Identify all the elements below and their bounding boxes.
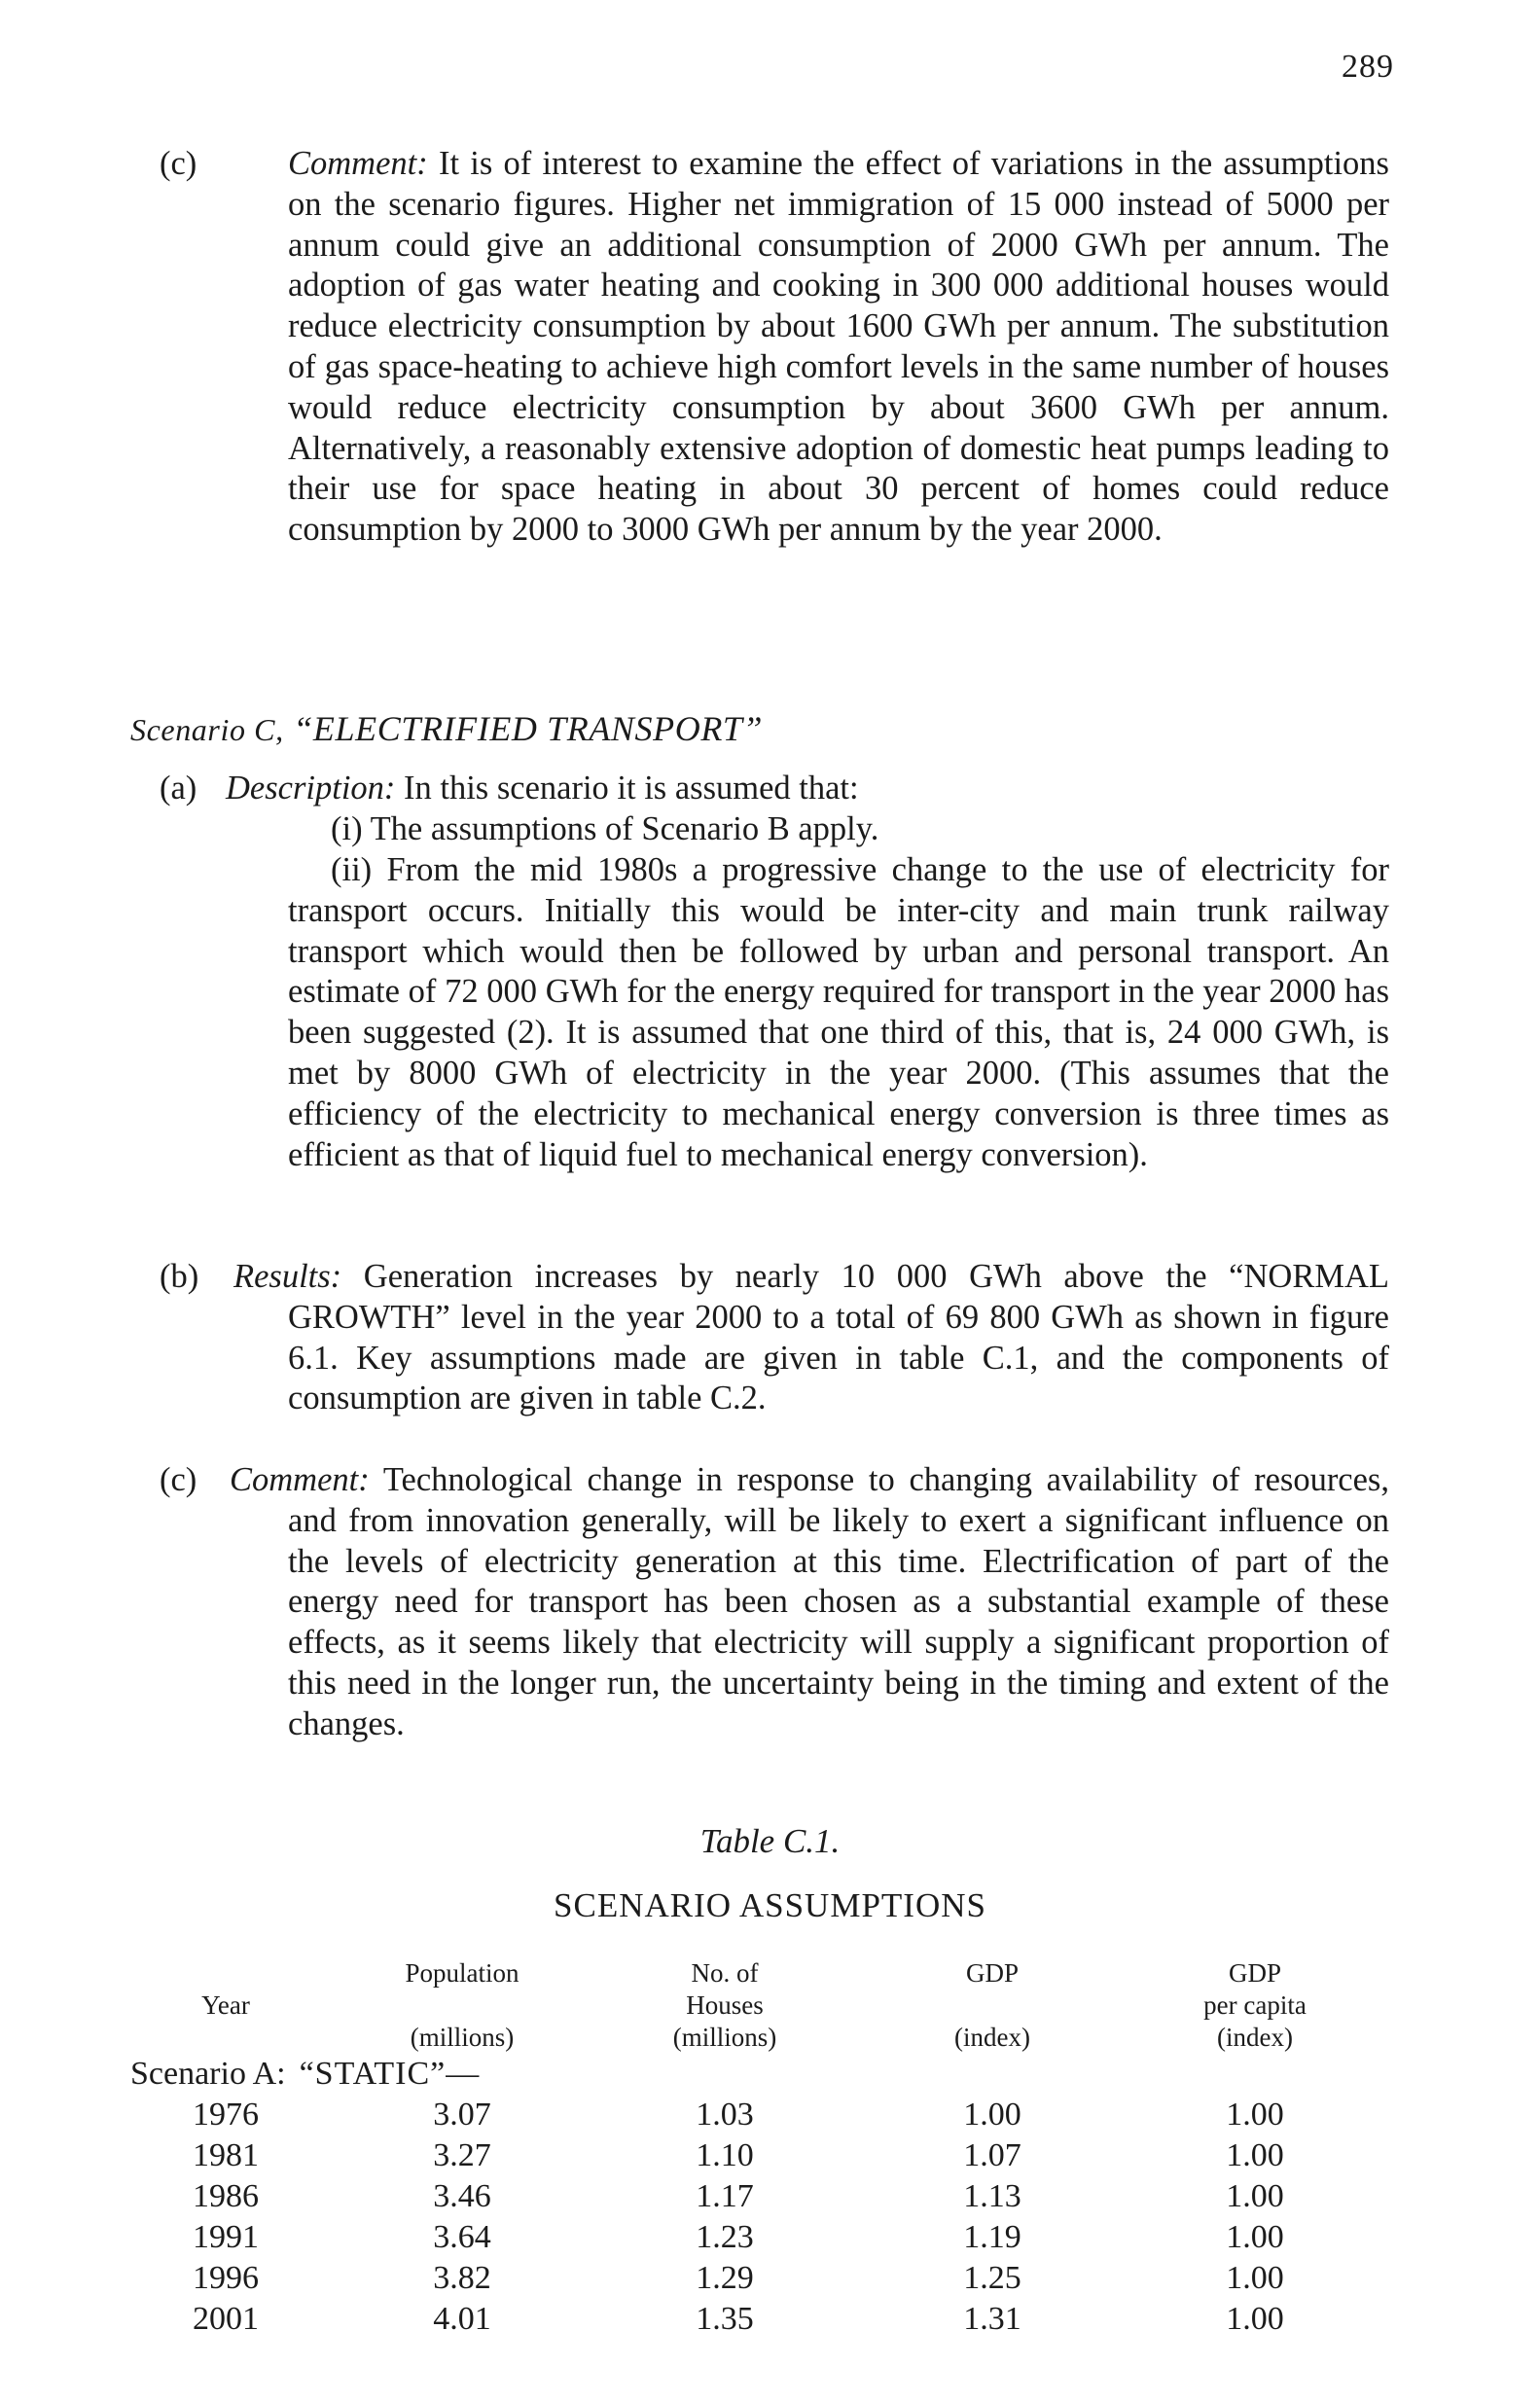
header-gdp-unit: (index) xyxy=(954,2023,1030,2052)
scenario-comment-paragraph xyxy=(230,1460,1389,1745)
scenario-a-label: Scenario A: xyxy=(130,2056,286,2092)
header-gdp-per-capita-line2: per capita xyxy=(1203,1990,1307,2020)
cell-houses: 1.10 xyxy=(696,2137,754,2173)
cell-year: 1991 xyxy=(193,2219,259,2255)
header-population-unit: (millions) xyxy=(410,2023,515,2052)
cell-population: 3.46 xyxy=(433,2178,491,2214)
header-gdp-per-capita-line1: GDP xyxy=(1228,1958,1281,1988)
scenario-c-heading xyxy=(130,708,763,750)
cell-year: 1981 xyxy=(193,2137,259,2173)
cell-gdp-per-capita: 1.00 xyxy=(1226,2301,1284,2337)
cell-gdp-per-capita: 1.00 xyxy=(1226,2178,1284,2214)
cell-gdp: 1.07 xyxy=(963,2137,1021,2173)
header-houses-line2: Houses xyxy=(686,1990,764,2020)
cell-population: 3.64 xyxy=(433,2219,491,2255)
cell-gdp: 1.13 xyxy=(963,2178,1021,2214)
table-caption: Table C.1. xyxy=(699,1822,841,1860)
description-lead: Description: xyxy=(226,770,396,807)
cell-gdp: 1.31 xyxy=(963,2301,1021,2337)
cell-gdp: 1.19 xyxy=(963,2219,1021,2255)
scenario-comment-text: Technological change in response to changing availability of resources, and from innovation generally, will be likely to exert a significant influence on the levels of electricity generation at this time. Electrification of part of the energy need for transport has been chosen as a substantial example of these effects, as it seems likely that electricity will supply a significant proportion of this need in the longer run, the uncertainty being in the timing and extent of the changes. xyxy=(288,1461,1389,1742)
comment-text: It is of interest to examine the effect of variations in the assumptions on the scenario figures. Higher net immigration of 15 000 instead of 5000 per annum could give an additional consumption of 2000 GWh per annum. The adoption of gas water heating and cooking in 300 000 additional houses would reduce electricity consumption by about 1600 GWh per annum. The substitution of gas space-heating to achieve high comfort levels in the same number of houses would reduce electricity consumption by about 3600 GWh per annum. Alternatively, a reasonably extensive adoption of domestic heat pumps leading to their use for space heating in about 30 percent of homes could reduce consumption by 2000 to 3000 GWh per annum by the year 2000. xyxy=(288,145,1389,549)
results-lead: Results: xyxy=(233,1258,342,1295)
description-paragraph xyxy=(226,769,1389,809)
scenario-comment-lead: Comment: xyxy=(230,1461,370,1498)
scenario-c-title: “ELECTRIFIED TRANSPORT” xyxy=(293,709,764,748)
cell-houses: 1.17 xyxy=(696,2178,754,2214)
cell-gdp-per-capita: 1.00 xyxy=(1226,2137,1284,2173)
cell-population: 3.82 xyxy=(433,2260,491,2296)
comment-marker: (c) xyxy=(160,145,197,182)
header-houses-unit: (millions) xyxy=(672,2023,777,2052)
header-gdp-per-capita-unit: (index) xyxy=(1217,2023,1293,2052)
cell-gdp: 1.25 xyxy=(963,2260,1021,2296)
header-houses-line1: No. of xyxy=(691,1958,759,1988)
results-text: Generation increases by nearly 10 000 GWh above the “NORMAL GROWTH” level in the year 2000 to a total of 69 800 GWh as shown in figure 6.1. Key assumptions made are given in table C.1, and the components of consumption are given in table C.2. xyxy=(288,1258,1390,1417)
header-gdp: GDP xyxy=(965,1958,1019,1988)
cell-gdp-per-capita: 1.00 xyxy=(1226,2219,1284,2255)
cell-population: 4.01 xyxy=(433,2301,491,2337)
cell-population: 3.07 xyxy=(433,2097,491,2133)
table-title: SCENARIO ASSUMPTIONS xyxy=(554,1886,986,1924)
cell-houses: 1.29 xyxy=(696,2260,754,2296)
results-paragraph xyxy=(233,1257,1390,1419)
cell-gdp: 1.00 xyxy=(963,2097,1021,2133)
scenario-c-label: Scenario C, xyxy=(130,712,284,747)
header-population: Population xyxy=(405,1958,519,1988)
cell-population: 3.27 xyxy=(433,2137,491,2173)
comment-lead: Comment: xyxy=(288,145,428,182)
scenario-a-label-row xyxy=(130,2054,480,2095)
cell-year: 1986 xyxy=(193,2178,259,2214)
scenario-a-name: “STATIC”— xyxy=(299,2056,481,2092)
cell-houses: 1.23 xyxy=(696,2219,754,2255)
description-marker: (a) xyxy=(160,770,197,807)
cell-year: 2001 xyxy=(193,2301,259,2337)
description-item-i: (i) The assumptions of Scenario B apply. xyxy=(331,810,879,847)
comment-paragraph xyxy=(288,144,1389,551)
cell-houses: 1.03 xyxy=(696,2097,754,2133)
cell-gdp-per-capita: 1.00 xyxy=(1226,2260,1284,2296)
cell-houses: 1.35 xyxy=(696,2301,754,2337)
description-item-ii: (ii) From the mid 1980s a progressive change to the use of electricity for transport occurs. Initially this would be inter-city and main trunk railway transport which would then be followed by urban and personal transport. An estimate of 72 000 GWh for the energy required for transport in the year 2000 has been suggested (2). It is assumed that one third of this, that is, 24 000 GWh, is met by 8000 GWh of electricity in the year 2000. (This assumes that the efficiency of the electricity to mechanical energy conversion is three times as efficient as that of liquid fuel to mechanical energy conversion). xyxy=(288,851,1389,1173)
header-year: Year xyxy=(201,1990,250,2020)
description-text: In this scenario it is assumed that: xyxy=(404,770,859,807)
page-number: 289 xyxy=(1342,49,1394,85)
results-marker: (b) xyxy=(160,1258,199,1295)
cell-gdp-per-capita: 1.00 xyxy=(1226,2097,1284,2133)
cell-year: 1976 xyxy=(193,2097,259,2133)
scenario-comment-marker: (c) xyxy=(160,1461,197,1498)
cell-year: 1996 xyxy=(193,2260,259,2296)
